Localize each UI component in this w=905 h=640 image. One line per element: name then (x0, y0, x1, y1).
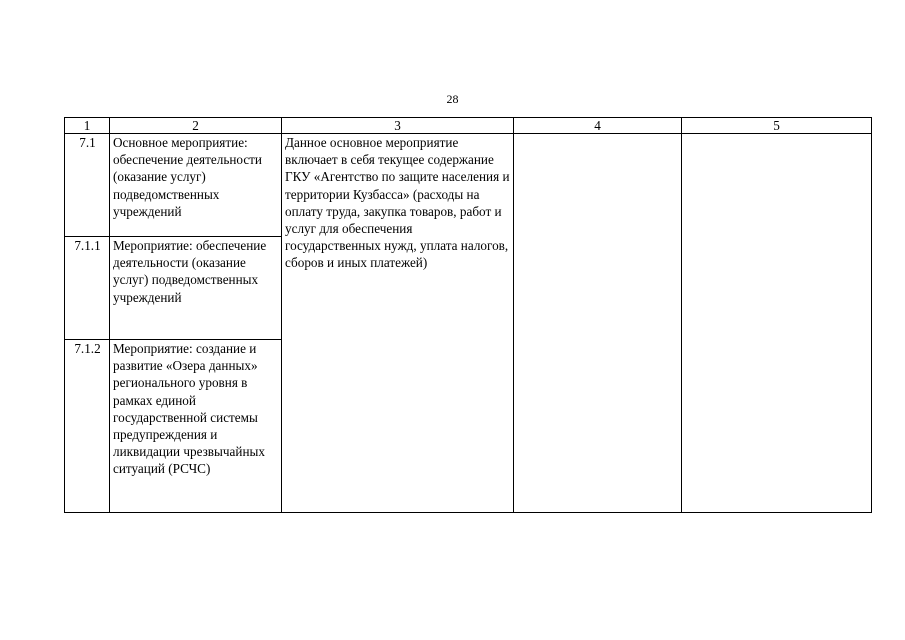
header-col-4: 4 (514, 118, 682, 134)
table-row (65, 134, 872, 237)
row-number: 7.1.1 (65, 237, 110, 340)
merged-description: Данное основное мероприятие включает в себя текущее содержание ГКУ «Агентство по защите населения и территории Кузбасса» (расходы на оплату труда, закупка товаров, работ и услуг для обеспечения государственных нужд, уплата налогов, сборов и иных платежей) (282, 134, 514, 513)
row-name: Основное мероприятие: обеспечение деятельности (оказание услуг) подведомственных учреждений (110, 134, 282, 237)
row-number: 7.1 (65, 134, 110, 237)
row-name: Мероприятие: обеспечение деятельности (оказание услуг) подведомственных учреждений (110, 237, 282, 340)
header-row (65, 118, 872, 134)
header-col-1: 1 (65, 118, 110, 134)
header-col-3: 3 (282, 118, 514, 134)
header-col-2: 2 (110, 118, 282, 134)
table-body (65, 134, 872, 513)
row-number: 7.1.2 (65, 340, 110, 513)
row-name: Мероприятие: создание и развитие «Озера данных» регионального уровня в рамках единой государственной системы предупреждения и ликвидации чрезвычайных ситуаций (РСЧС) (110, 340, 282, 513)
table-header (65, 118, 872, 134)
column-5-cell (682, 134, 872, 513)
column-4-cell (514, 134, 682, 513)
header-col-5: 5 (682, 118, 872, 134)
program-table (64, 117, 872, 513)
page-number: 28 (446, 92, 459, 106)
